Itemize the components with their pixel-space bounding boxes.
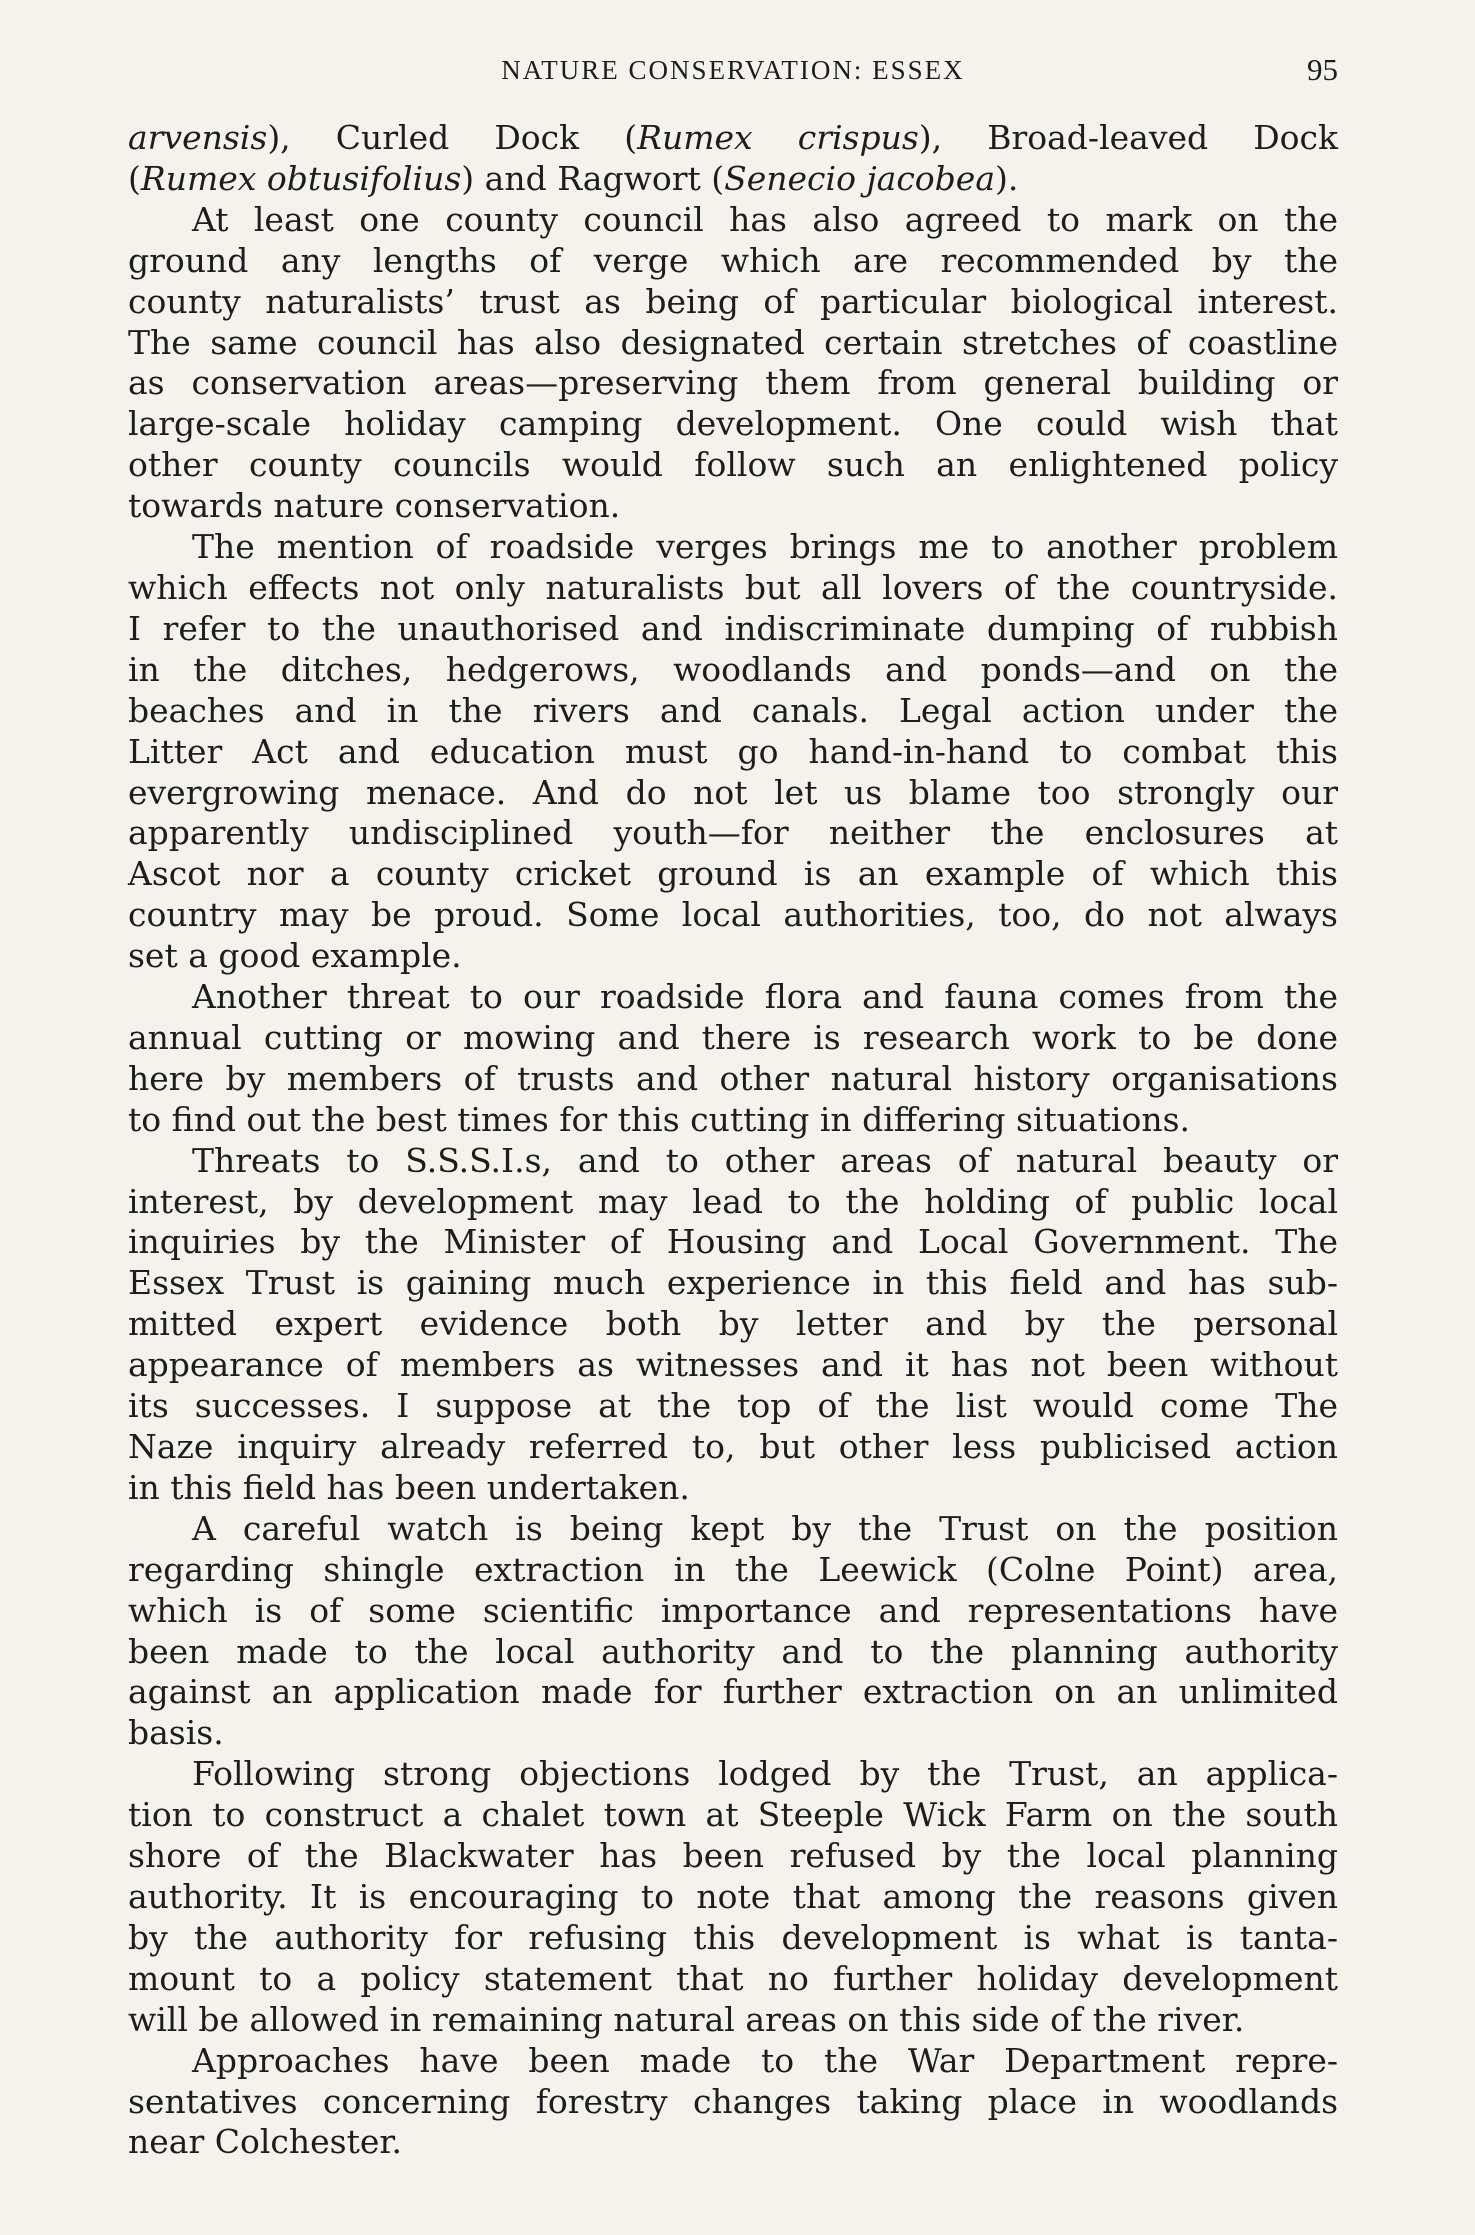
text-run: Litter Act and education must go hand-in-hand to combat this <box>128 731 1338 771</box>
paragraph-p4 <box>128 977 1338 1141</box>
text-run: mitted expert evidence both by letter and by the personal <box>128 1304 1338 1344</box>
text-line <box>128 1059 1338 1100</box>
text-run: which is of some scientific importance and representations have <box>128 1590 1338 1630</box>
paragraph-p7 <box>128 1754 1338 2040</box>
text-line <box>128 200 1338 241</box>
text-run: in the ditches, hedgerows, woodlands and ponds—and on the <box>128 649 1338 689</box>
text-run: tion to construct a chalet town at Steeple Wick Farm on the south <box>128 1795 1338 1835</box>
text-run: Threats to S.S.S.I.s, and to other areas of natural beauty or <box>192 1140 1338 1180</box>
text-line <box>128 977 1338 1018</box>
text-line <box>128 445 1338 486</box>
text-run: set a good example. <box>128 936 462 976</box>
text-run: basis. <box>128 1713 224 1753</box>
text-run: other county councils would follow such an enlightened policy <box>128 445 1338 485</box>
text-line <box>128 773 1338 814</box>
text-run: Naze inquiry already referred to, but other less publicised action <box>128 1427 1338 1466</box>
text-line <box>128 609 1338 650</box>
text-line <box>128 486 1338 527</box>
text-line <box>128 2041 1338 2082</box>
text-line <box>128 1345 1338 1386</box>
running-title: NATURE CONSERVATION: ESSEX <box>501 55 965 85</box>
text-line <box>128 2082 1338 2123</box>
text-run: Ascot nor a county cricket ground is an example of which this <box>128 854 1338 894</box>
text-line <box>128 363 1338 404</box>
text-line <box>128 936 1338 977</box>
text-line <box>128 323 1338 364</box>
text-line <box>128 568 1338 609</box>
text-run: The mention of roadside verges brings me to another problem <box>192 527 1338 567</box>
text-run: near Colchester. <box>128 2122 403 2162</box>
text-line <box>128 1550 1338 1591</box>
text-run: sentatives concerning forestry changes taking place in woodlands <box>128 2081 1338 2121</box>
text-run: been made to the local authority and to the planning authority <box>128 1631 1338 1671</box>
text-line <box>128 691 1338 732</box>
text-run: by the authority for refusing this development is what is tanta- <box>128 1917 1338 1957</box>
text-line <box>128 404 1338 445</box>
text-run: county naturalists’ trust as being of particular biological interest. <box>128 281 1338 321</box>
text-line <box>128 895 1338 936</box>
text-line <box>128 282 1338 323</box>
italic-text: Rumex crispus <box>637 118 919 157</box>
text-line <box>128 650 1338 691</box>
text-run: ), Broad-leaved Dock <box>918 118 1339 157</box>
text-run: to find out the best times for this cutting in differing situations. <box>128 1099 1191 1139</box>
text-line <box>128 1100 1338 1141</box>
text-run: large-scale holiday camping development. One could wish that <box>128 404 1338 444</box>
text-line <box>128 1386 1338 1427</box>
text-run: annual cutting or mowing and there is research work to be done <box>128 1017 1338 1057</box>
text-run: towards nature conservation. <box>128 486 621 526</box>
text-line <box>128 1509 1338 1550</box>
text-line <box>128 1713 1338 1754</box>
text-line <box>128 1304 1338 1345</box>
text-run: Another threat to our roadside flora and fauna comes from the <box>192 977 1338 1017</box>
text-run: interest, by development may lead to the holding of public local <box>128 1181 1338 1221</box>
text-line <box>128 1182 1338 1223</box>
text-run: which effects not only naturalists but all lovers of the countryside. <box>128 567 1338 607</box>
page-number: 95 <box>1307 52 1338 87</box>
text-line <box>128 1754 1338 1795</box>
text-run: in this field has been undertaken. <box>128 1467 690 1507</box>
text-run: Essex Trust is gaining much experience in this field and has sub- <box>128 1263 1338 1303</box>
text-run: ), Curled Dock ( <box>267 118 638 157</box>
paragraph-p5 <box>128 1141 1338 1509</box>
text-run: shore of the Blackwater has been refused by the local planning <box>128 1836 1338 1876</box>
text-run: evergrowing menace. And do not let us blame too strongly our <box>128 772 1338 812</box>
text-run: Following strong objections lodged by the Trust, an applica- <box>192 1754 1338 1794</box>
paragraph-p6 <box>128 1509 1338 1754</box>
text-run: will be allowed in remaining natural areas on this side of the river. <box>128 1999 1245 2039</box>
body-text <box>128 118 1338 2163</box>
italic-text: Rumex obtusifolius <box>140 158 462 198</box>
text-run: ). <box>995 158 1019 198</box>
text-line <box>128 1222 1338 1263</box>
text-run: ground any lengths of verge which are recommended by the <box>128 240 1338 280</box>
text-run: against an application made for further extraction on an unlimited <box>128 1672 1338 1712</box>
text-line <box>128 1141 1338 1182</box>
text-line <box>128 527 1338 568</box>
text-run: appearance of members as witnesses and it has not been without <box>128 1345 1338 1385</box>
text-line <box>128 1427 1338 1468</box>
paragraph-p8 <box>128 2041 1338 2164</box>
italic-text: arvensis <box>128 118 268 157</box>
text-line <box>128 732 1338 773</box>
text-run: The same council has also designated certain stretches of coastline <box>128 322 1338 362</box>
text-run: ) and Ragwort ( <box>461 158 725 198</box>
text-run: inquiries by the Minister of Housing and Local Government. The <box>128 1222 1338 1262</box>
paragraph-p2 <box>128 200 1338 527</box>
text-line <box>128 118 1338 159</box>
text-line <box>128 854 1338 895</box>
text-line <box>128 1836 1338 1877</box>
text-line <box>128 1591 1338 1632</box>
text-line <box>128 1263 1338 1304</box>
text-run: I refer to the unauthorised and indiscriminate dumping of rubbish <box>128 608 1338 648</box>
text-line <box>128 2122 1338 2163</box>
text-line <box>128 1632 1338 1673</box>
text-run: At least one county council has also agreed to mark on the <box>192 199 1338 239</box>
italic-text: Senecio jacobea <box>724 158 996 198</box>
running-header <box>128 50 1338 90</box>
text-run: its successes. I suppose at the top of the list would come The <box>128 1386 1338 1426</box>
text-run: apparently undisciplined youth—for neither the enclosures at <box>128 813 1338 853</box>
text-run: authority. It is encouraging to note that among the reasons given <box>128 1876 1338 1916</box>
text-line <box>128 1795 1338 1836</box>
text-line <box>128 159 1338 200</box>
text-line <box>128 2000 1338 2041</box>
text-line <box>128 1018 1338 1059</box>
text-run: here by members of trusts and other natural history organisations <box>128 1058 1338 1098</box>
text-line <box>128 241 1338 282</box>
text-run: ( <box>128 158 141 198</box>
text-line <box>128 1959 1338 2000</box>
text-run: beaches and in the rivers and canals. Legal action under the <box>128 690 1338 730</box>
text-line <box>128 813 1338 854</box>
paragraph-p3 <box>128 527 1338 977</box>
text-line <box>128 1918 1338 1959</box>
text-run: regarding shingle extraction in the Leewick (Colne Point) area, <box>128 1549 1338 1589</box>
text-run: country may be proud. Some local authorities, too, do not always <box>128 895 1338 935</box>
text-run: Approaches have been made to the War Department repre- <box>192 2040 1338 2080</box>
text-line <box>128 1468 1338 1509</box>
text-run: as conservation areas—preserving them from general building or <box>128 363 1338 403</box>
text-line <box>128 1672 1338 1713</box>
text-run: mount to a policy statement that no further holiday development <box>128 1958 1338 1998</box>
paragraph-p1 <box>128 118 1338 200</box>
text-line <box>128 1877 1338 1918</box>
text-run: A careful watch is being kept by the Trust on the position <box>192 1508 1338 1548</box>
